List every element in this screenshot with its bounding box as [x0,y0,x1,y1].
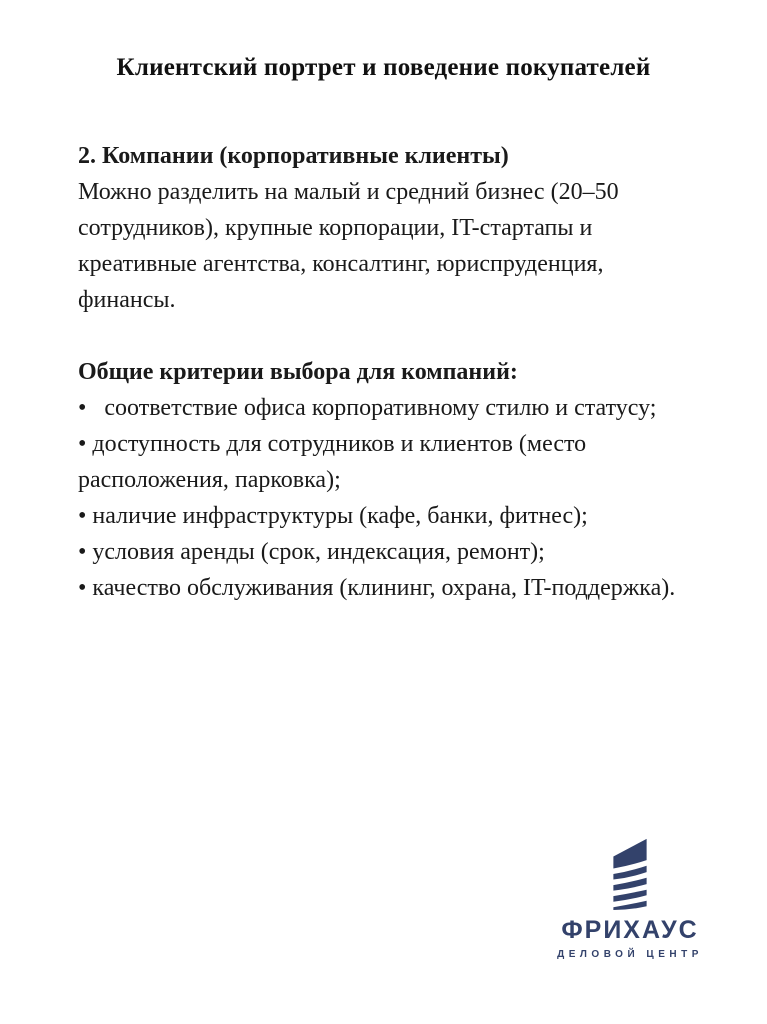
bullet-item: • качество обслуживания (клининг, охрана, IT-поддержка). [78,575,676,601]
bullet-item: • условия аренды (срок, индексация, ремонт); [78,539,545,565]
bullet-item: • соответствие офиса корпоративному стилю и статусу; [78,395,657,421]
criteria-bullet-list [78,390,692,606]
section-heading: 2. Компании (корпоративные клиенты) [78,143,509,169]
section-block [78,138,692,318]
freehouse-logo [545,838,715,960]
criteria-heading: Общие критерии выбора для компаний: [78,359,518,385]
logo-subtitle: ДЕЛОВОЙ ЦЕНТР [557,949,703,960]
document-content [78,138,692,606]
bullet-item: • доступность для сотрудников и клиентов (место расположения, парковка); [78,431,593,493]
page-title: Клиентский портрет и поведение покупателей [116,54,651,81]
building-sail-logo-icon [604,838,656,910]
section-intro: Можно разделить на малый и средний бизнес (20–50 сотрудников), крупные корпорации, IT-стартапы и креативные агентства, консалтинг, юриспруденция, финансы. [78,179,619,313]
logo-wordmark: ФРИХАУС [561,916,699,944]
bullet-item: • наличие инфраструктуры (кафе, банки, фитнес); [78,503,588,529]
